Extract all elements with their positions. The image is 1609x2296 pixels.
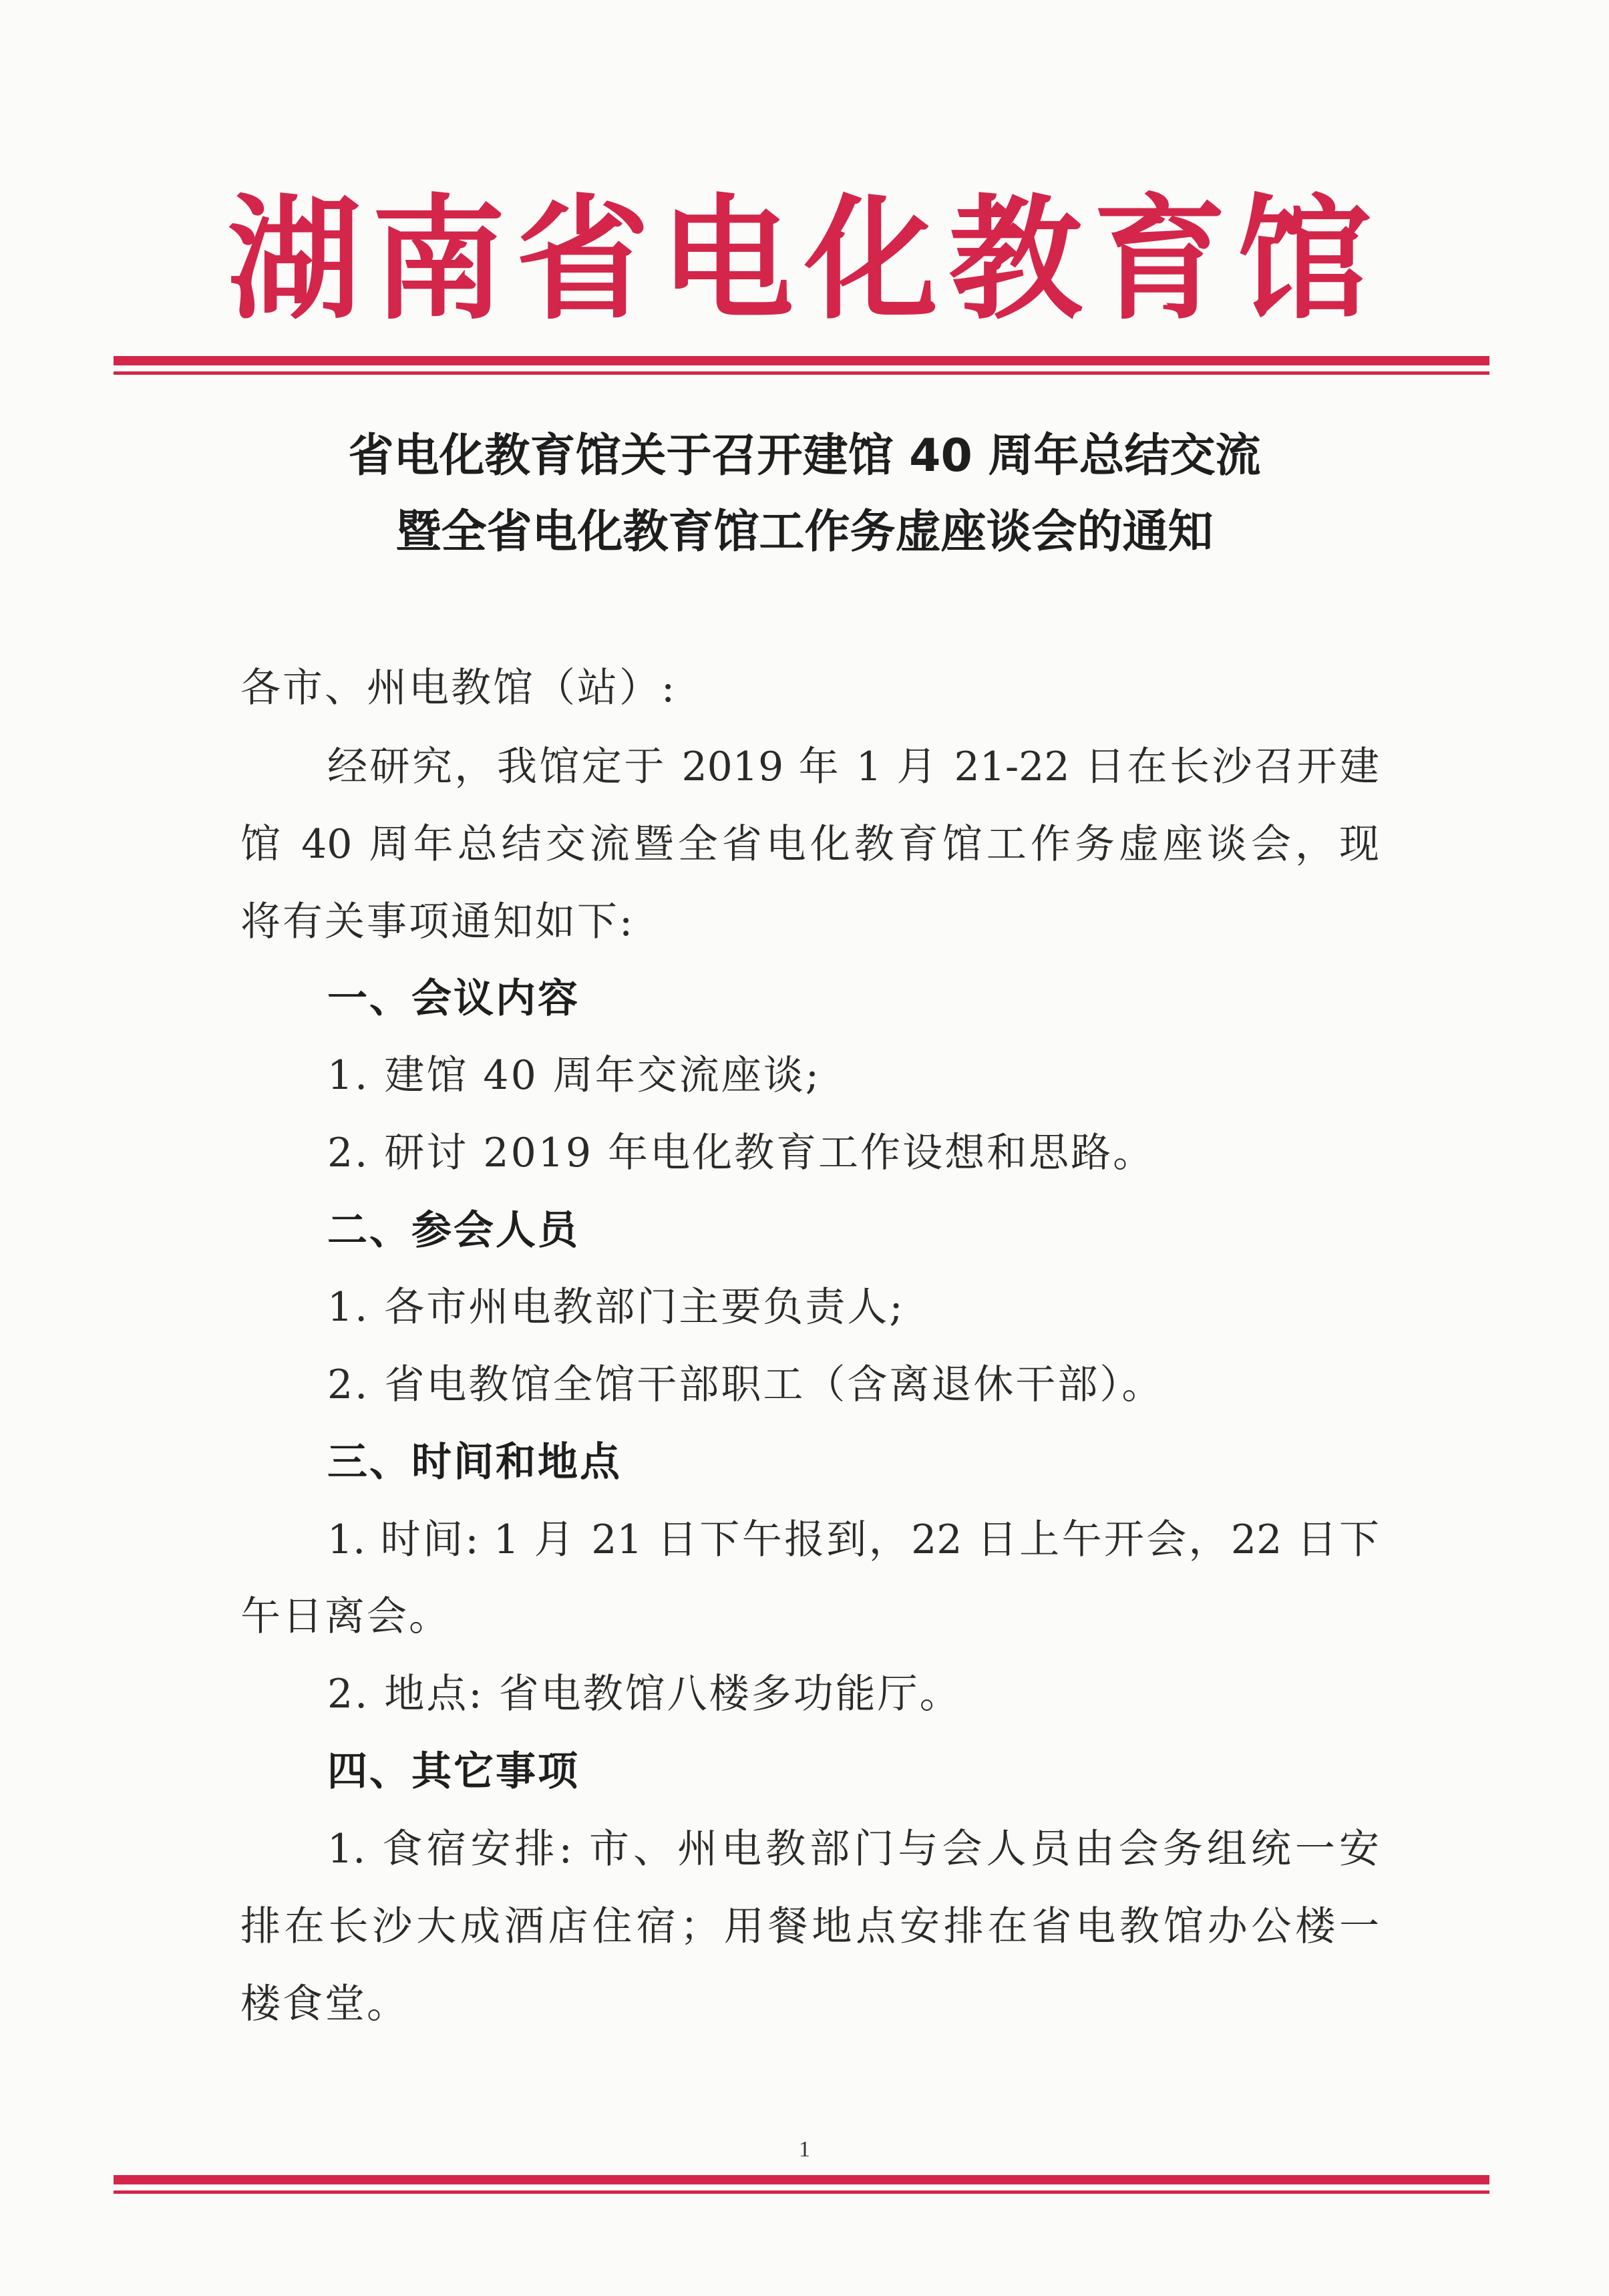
- meeting-content-item-2: 2. 研讨 2019 年电化教育工作设想和思路。: [327, 1130, 1155, 1176]
- page-number: 1: [799, 2137, 810, 2162]
- divider-thin-line: [114, 371, 1489, 375]
- footer-divider-thin-line: [114, 2190, 1489, 2194]
- section-heading-other: 四、其它事项: [327, 1748, 580, 1795]
- section-heading-participants: 二、参会人员: [327, 1207, 580, 1254]
- letterhead-divider: [114, 356, 1489, 375]
- section-heading-meeting-content: 一、会议内容: [327, 975, 580, 1022]
- document-title-line-1: 省电化教育馆关于召开建馆 40 周年总结交流: [348, 430, 1261, 482]
- letterhead-title: 湖南省电化教育馆: [227, 182, 1382, 338]
- divider-thick-line: [114, 356, 1489, 365]
- footer-divider: [114, 2175, 1489, 2194]
- time-place-item-2: 2. 地点: 省电教馆八楼多功能厅。: [327, 1671, 962, 1717]
- document-title-line-2: 暨全省电化教育馆工作务虚座谈会的通知: [395, 506, 1214, 558]
- intro-line-3: 将有关事项通知如下:: [240, 898, 635, 945]
- meeting-content-item-1: 1. 建馆 40 周年交流座谈;: [327, 1052, 822, 1099]
- footer-divider-thick-line: [114, 2175, 1489, 2184]
- section-heading-time-place: 三、时间和地点: [327, 1439, 622, 1486]
- intro-line-2: 馆 40 周年总结交流暨全省电化教育馆工作务虚座谈会，现: [240, 821, 1379, 868]
- salutation: 各市、州电教馆（站）:: [240, 665, 677, 711]
- participants-item-2: 2. 省电教馆全馆干部职工（含离退休干部）。: [327, 1361, 1164, 1408]
- other-item-1-line-1: 1. 食宿安排: 市、州电教部门与会人员由会务组统一安: [327, 1826, 1379, 1872]
- intro-line-1: 经研究，我馆定于 2019 年 1 月 21-22 日在长沙召开建: [327, 744, 1379, 790]
- participants-item-1: 1. 各市州电教部门主要负责人;: [327, 1284, 905, 1331]
- other-item-1-line-2: 排在长沙大成酒店住宿；用餐地点安排在省电教馆办公楼一: [240, 1903, 1379, 1950]
- other-item-1-line-3: 楼食堂。: [240, 1981, 409, 2027]
- time-place-item-1-line-1: 1. 时间: 1 月 21 日下午报到，22 日上午开会，22 日下: [327, 1516, 1379, 1563]
- time-place-item-1-line-2: 午日离会。: [240, 1593, 451, 1640]
